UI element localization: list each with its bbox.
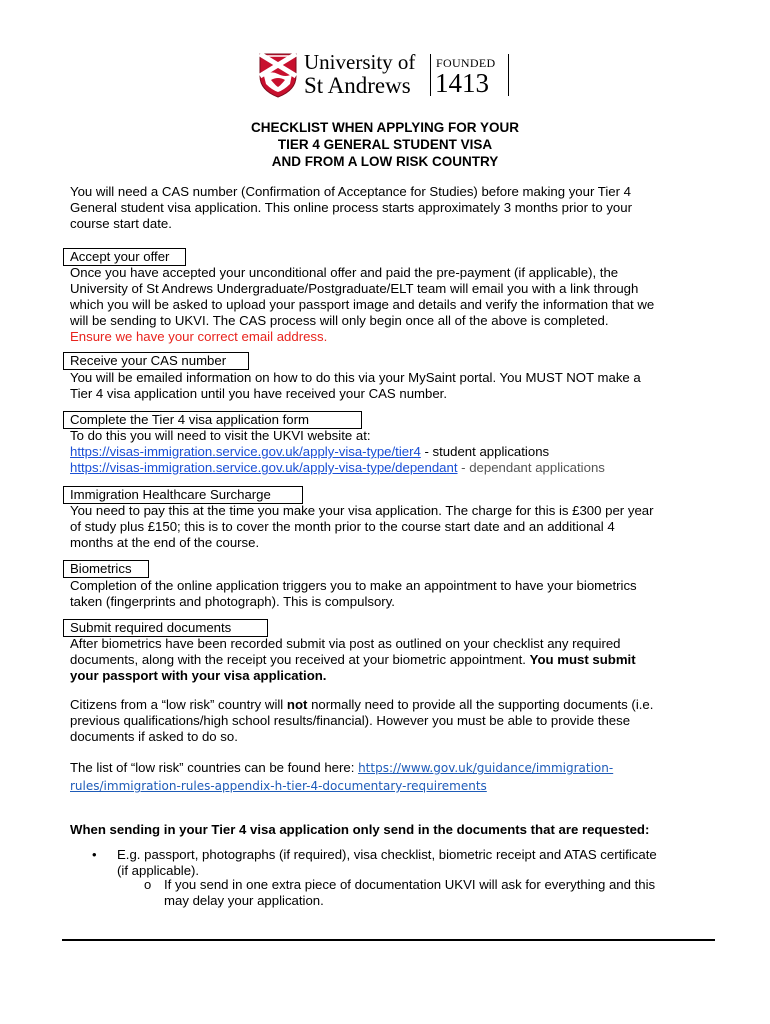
- sub-bullet-line: may delay your application.: [164, 893, 324, 908]
- footer-rule: [62, 939, 715, 941]
- paragraph-line: [70, 777, 720, 795]
- dependant-link[interactable]: https://visas-immigration.service.gov.uk/apply-visa-type/dependant: [70, 460, 458, 475]
- plain-text: documents, along with the receipt you received at your biometric appointment.: [70, 652, 530, 667]
- title-line-2: TIER 4 GENERAL STUDENT VISA: [277, 137, 493, 152]
- sub-bullet-line: If you send in one extra piece of documentation UKVI will ask for everything and this: [164, 877, 656, 892]
- low-risk-countries-paragraph: [70, 759, 720, 795]
- title-line-1: CHECKLIST WHEN APPLYING FOR YOUR: [250, 120, 520, 135]
- university-logo: [258, 50, 518, 100]
- sub-bullet-icon: o: [144, 877, 152, 892]
- email-warning: Ensure we have your correct email address.: [70, 329, 328, 344]
- paragraph-line: previous qualifications/high school results/financial). However you must be able to provide these: [70, 713, 631, 728]
- bold-text: not: [286, 697, 308, 712]
- founded-year: 1413: [435, 68, 489, 98]
- bullet-line: (if applicable).: [117, 863, 200, 878]
- university-name-line2: St Andrews: [304, 73, 411, 98]
- founded-label: FOUNDED: [436, 56, 496, 70]
- sub-bullet-item: [164, 877, 719, 909]
- countries-link-part1[interactable]: https://www.gov.uk/guidance/immigration-: [358, 761, 614, 775]
- university-name-line1: University of: [304, 50, 416, 74]
- low-risk-paragraph: [70, 697, 720, 745]
- healthcare-surcharge-paragraph: [70, 503, 720, 551]
- section-heading-receive-cas: Receive your CAS number: [63, 352, 249, 370]
- link-suffix: - student applications: [420, 444, 550, 459]
- section-heading-accept-offer: Accept your offer: [63, 248, 186, 266]
- biometrics-paragraph: [70, 578, 720, 610]
- intro-line: General student visa application. This online process starts approximately 3 months prior to your: [70, 200, 632, 215]
- bullet-item: [117, 847, 717, 879]
- submit-documents-paragraph: [70, 636, 720, 684]
- countries-link-part2[interactable]: rules/immigration-rules-appendix-h-tier-4-documentary-requirements: [70, 779, 487, 793]
- paragraph-line: [70, 652, 720, 668]
- paragraph-line: taken (fingerprints and photograph). This is compulsory.: [70, 594, 395, 609]
- paragraph-line: You will be emailed information on how to do this via your MySaint portal. You MUST NOT make a: [70, 370, 641, 385]
- logo-divider-left: [430, 54, 431, 96]
- bold-text: your passport with your visa application.: [70, 668, 327, 683]
- link-suffix: - dependant applications: [457, 460, 605, 475]
- plain-text: Citizens from a “low risk” country will: [70, 697, 287, 712]
- sending-heading: When sending in your Tier 4 visa application only send in the documents that are requested:: [70, 822, 650, 837]
- paragraph-line: will be sending to UKVI. The CAS process will only begin once all of the above is completed.: [70, 313, 609, 328]
- intro-paragraph: [70, 184, 720, 232]
- plain-text: normally need to provide all the supporting documents (i.e.: [307, 697, 654, 712]
- bullet-icon: •: [92, 847, 97, 862]
- paragraph-line: documents if asked to do so.: [70, 729, 238, 744]
- receive-cas-paragraph: [70, 370, 720, 402]
- university-shield-icon: [258, 52, 298, 98]
- paragraph-line: [70, 697, 720, 713]
- intro-line: course start date.: [70, 216, 172, 231]
- paragraph-line: [70, 759, 720, 777]
- tier4-link[interactable]: https://visas-immigration.service.gov.uk/apply-visa-type/tier4: [70, 444, 421, 459]
- bullet-line: E.g. passport, photographs (if required), visa checklist, biometric receipt and ATAS certificate: [117, 847, 657, 862]
- intro-line: You will need a CAS number (Confirmation of Acceptance for Studies) before making your Tier 4: [70, 184, 632, 199]
- accept-offer-paragraph: [70, 265, 720, 345]
- paragraph-line: You need to pay this at the time you make your visa application. The charge for this is £300 per year: [70, 503, 654, 518]
- paragraph-line: of study plus £150; this is to cover the month prior to the course start date and an additional 4: [70, 519, 615, 534]
- section-heading-healthcare-surcharge: Immigration Healthcare Surcharge: [63, 486, 303, 504]
- application-form-paragraph: [70, 428, 720, 476]
- paragraph-line: months at the end of the course.: [70, 535, 260, 550]
- paragraph-line: To do this you will need to visit the UKVI website at:: [70, 428, 371, 443]
- section-heading-biometrics: Biometrics: [63, 560, 149, 578]
- paragraph-line: Once you have accepted your unconditional offer and paid the pre-payment (if applicable), the: [70, 265, 619, 280]
- document-title: [0, 119, 770, 170]
- bold-text: You must submit: [529, 652, 636, 667]
- paragraph-line: which you will be asked to upload your passport image and details and verify the information that we: [70, 297, 655, 312]
- paragraph-line: After biometrics have been recorded submit via post as outlined on your checklist any required: [70, 636, 621, 651]
- university-name: [304, 50, 415, 98]
- title-line-3: AND FROM A LOW RISK COUNTRY: [271, 154, 499, 169]
- paragraph-line: [70, 668, 720, 684]
- plain-text: The list of “low risk” countries can be found here:: [70, 760, 359, 775]
- paragraph-line: University of St Andrews Undergraduate/Postgraduate/ELT team will email you with a link through: [70, 281, 639, 296]
- paragraph-line: Tier 4 visa application until you have received your CAS number.: [70, 386, 448, 401]
- student-application-line: [70, 444, 720, 460]
- paragraph-line: Completion of the online application triggers you to make an appointment to have your biometrics: [70, 578, 637, 593]
- dependant-application-line: [70, 460, 720, 476]
- section-heading-submit-documents: Submit required documents: [63, 619, 268, 637]
- section-heading-application-form: Complete the Tier 4 visa application form: [63, 411, 362, 429]
- logo-divider-right: [508, 54, 509, 96]
